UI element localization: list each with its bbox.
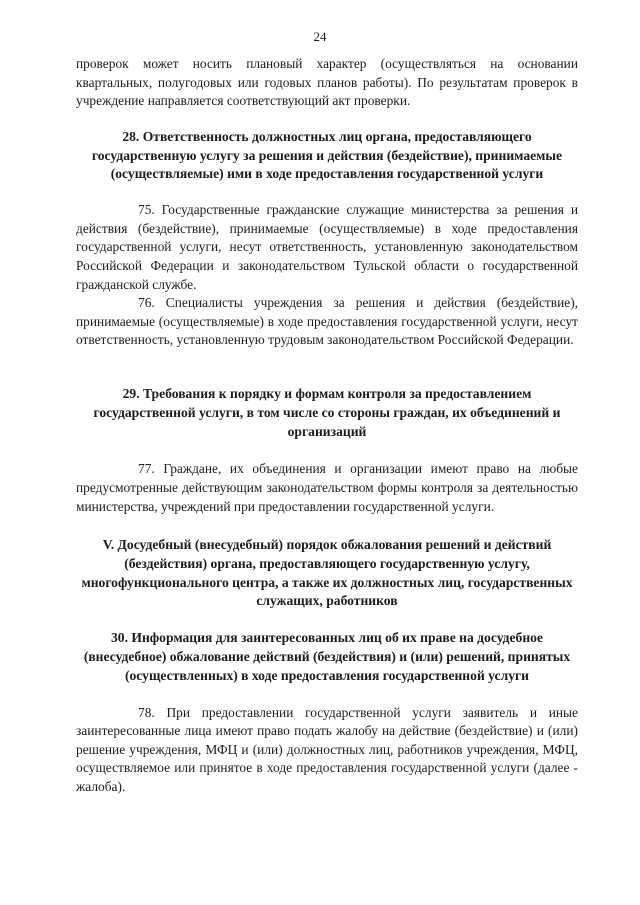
section-30-heading: 30. Информация для заинтересованных лиц об их праве на досудебное (внесудебное) обжалование действий (бездействия) и (или) решений, принятых (осуществленных) в ходе предоставления государственной услуги (83, 630, 571, 683)
section-29-heading: 29. Требования к порядку и формам контроля за предоставлением государственной услуги, в том числе со стороны граждан, их объединений и организаций (93, 385, 561, 439)
chapter-5-heading: V. Досудебный (внесудебный) порядок обжалования решений и действий (бездействия) органа, предоставляющего государственную услугу, многофункционального центра, а также их должностных лиц, государственных служащих, работников (81, 537, 573, 609)
paragraph-78: 78. При предоставлении государственной услуги заявитель и иные заинтересованные лица имеют право подать жалобу на действие (бездействие) и (или) решение учреждения, МФЦ и (или) должностных лиц, работников учреждения, МФЦ, осуществляемое или принятое в ходе предоставления государственной услуги (далее - жалоба). (76, 704, 578, 795)
paragraph-77: 77. Граждане, их объединения и организации имеют право на любые предусмотренные действующим законодательством формы контроля за деятельностью министерства, учреждений при предоставлении государственной услуги. (76, 461, 578, 514)
page-content (76, 55, 578, 797)
page-number: 24 (313, 29, 327, 44)
paragraph-76: 76. Специалисты учреждения за решения и действия (бездействие), принимаемые (осуществляемые) в ходе предоставления государственной услуги, несут ответственность, установленную трудовым законодательством Российской Федерации. (76, 295, 578, 348)
intro-paragraph: проверок может носить плановый характер (осуществляться на основании квартальных, полугодовых или годовых планов работы). По результатам проверок в учреждение направляется соответствующий акт проверки. (76, 56, 578, 109)
paragraph-75: 75. Государственные гражданские служащие министерства за решения и действия (бездействие), принимаемые (осуществляемые) в ходе предоставления государственной услуги, несут ответственность, установленную законодательством Российской Федерации и законодательством Тульской области о государственной гражданской службе. (76, 202, 578, 292)
section-28-heading: 28. Ответственность должностных лиц органа, предоставляющего государственную услугу за решения и действия (бездействие), принимаемые (осуществляемые) ими в ходе предоставления государственной услуги (91, 128, 563, 182)
